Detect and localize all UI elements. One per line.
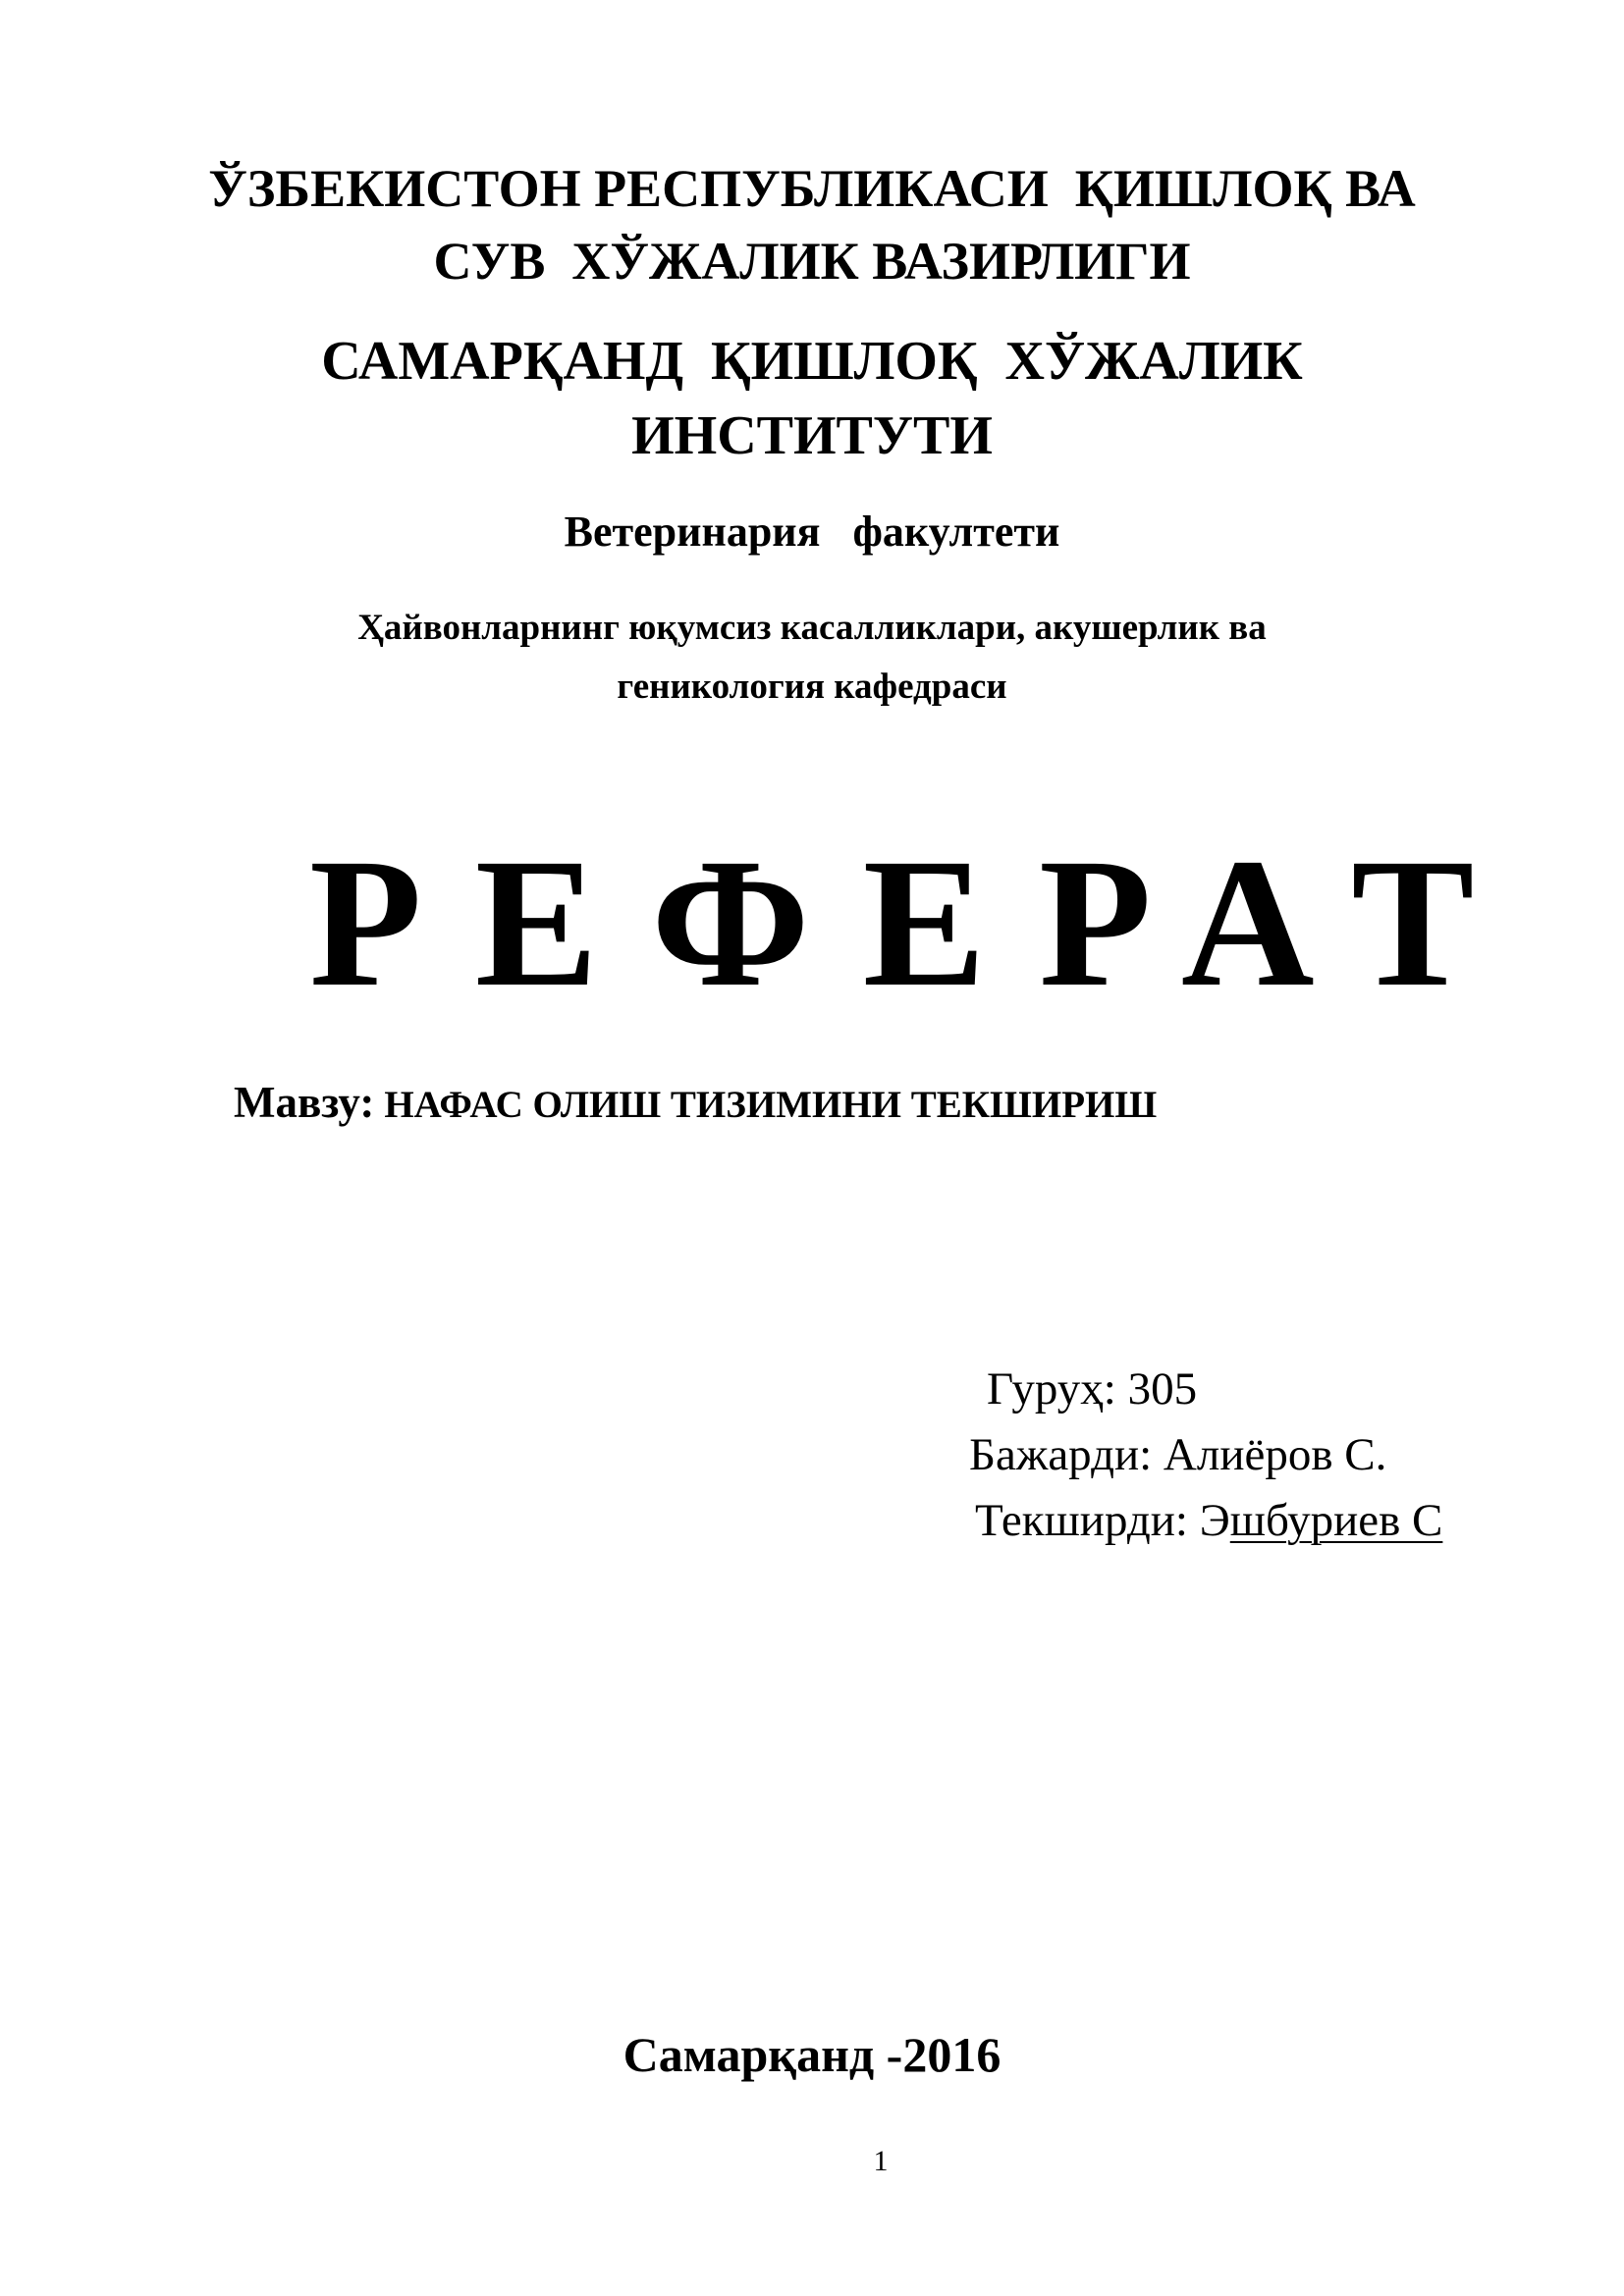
group-info: Гуруҳ: 305 (987, 1363, 1198, 1415)
department-line-2: геникология кафедраси (617, 667, 1007, 707)
topic-label: Мавзу: (234, 1078, 375, 1127)
topic-line (234, 1077, 1157, 1128)
page-number: 1 (873, 2145, 889, 2177)
document-type-title: РЕФЕРАТ (309, 820, 1528, 1025)
faculty-heading: Ветеринария факултети (564, 507, 1060, 556)
checker-info (975, 1491, 1442, 1550)
institute-line-1: САМАРҚАНД ҚИШЛОҚ ХЎЖАЛИК (321, 331, 1303, 392)
institute-heading (0, 324, 1624, 473)
ministry-line-1: ЎЗБЕКИСТОН РЕСПУБЛИКАСИ ҚИШЛОҚ ВА (208, 159, 1416, 218)
department-line-1: Ҳайвонларнинг юқумсиз касалликлари, акушерлик ва (357, 608, 1267, 648)
institute-line-2: ИНСТИТУТИ (631, 405, 993, 466)
checker-label: Текширди: Э (975, 1495, 1230, 1546)
topic-value: НАФАС ОЛИШ ТИЗИМИНИ ТЕКШИРИШ (384, 1084, 1158, 1126)
checker-name: шбуриев С (1229, 1495, 1443, 1546)
department-heading (0, 599, 1624, 717)
city-year: Самарқанд -2016 (623, 2027, 1001, 2082)
ministry-line-2: СУВ ХЎЖАЛИК ВАЗИРЛИГИ (433, 232, 1191, 291)
author-info: Бажарди: Алиёров С. (969, 1429, 1387, 1480)
ministry-heading (0, 152, 1624, 297)
